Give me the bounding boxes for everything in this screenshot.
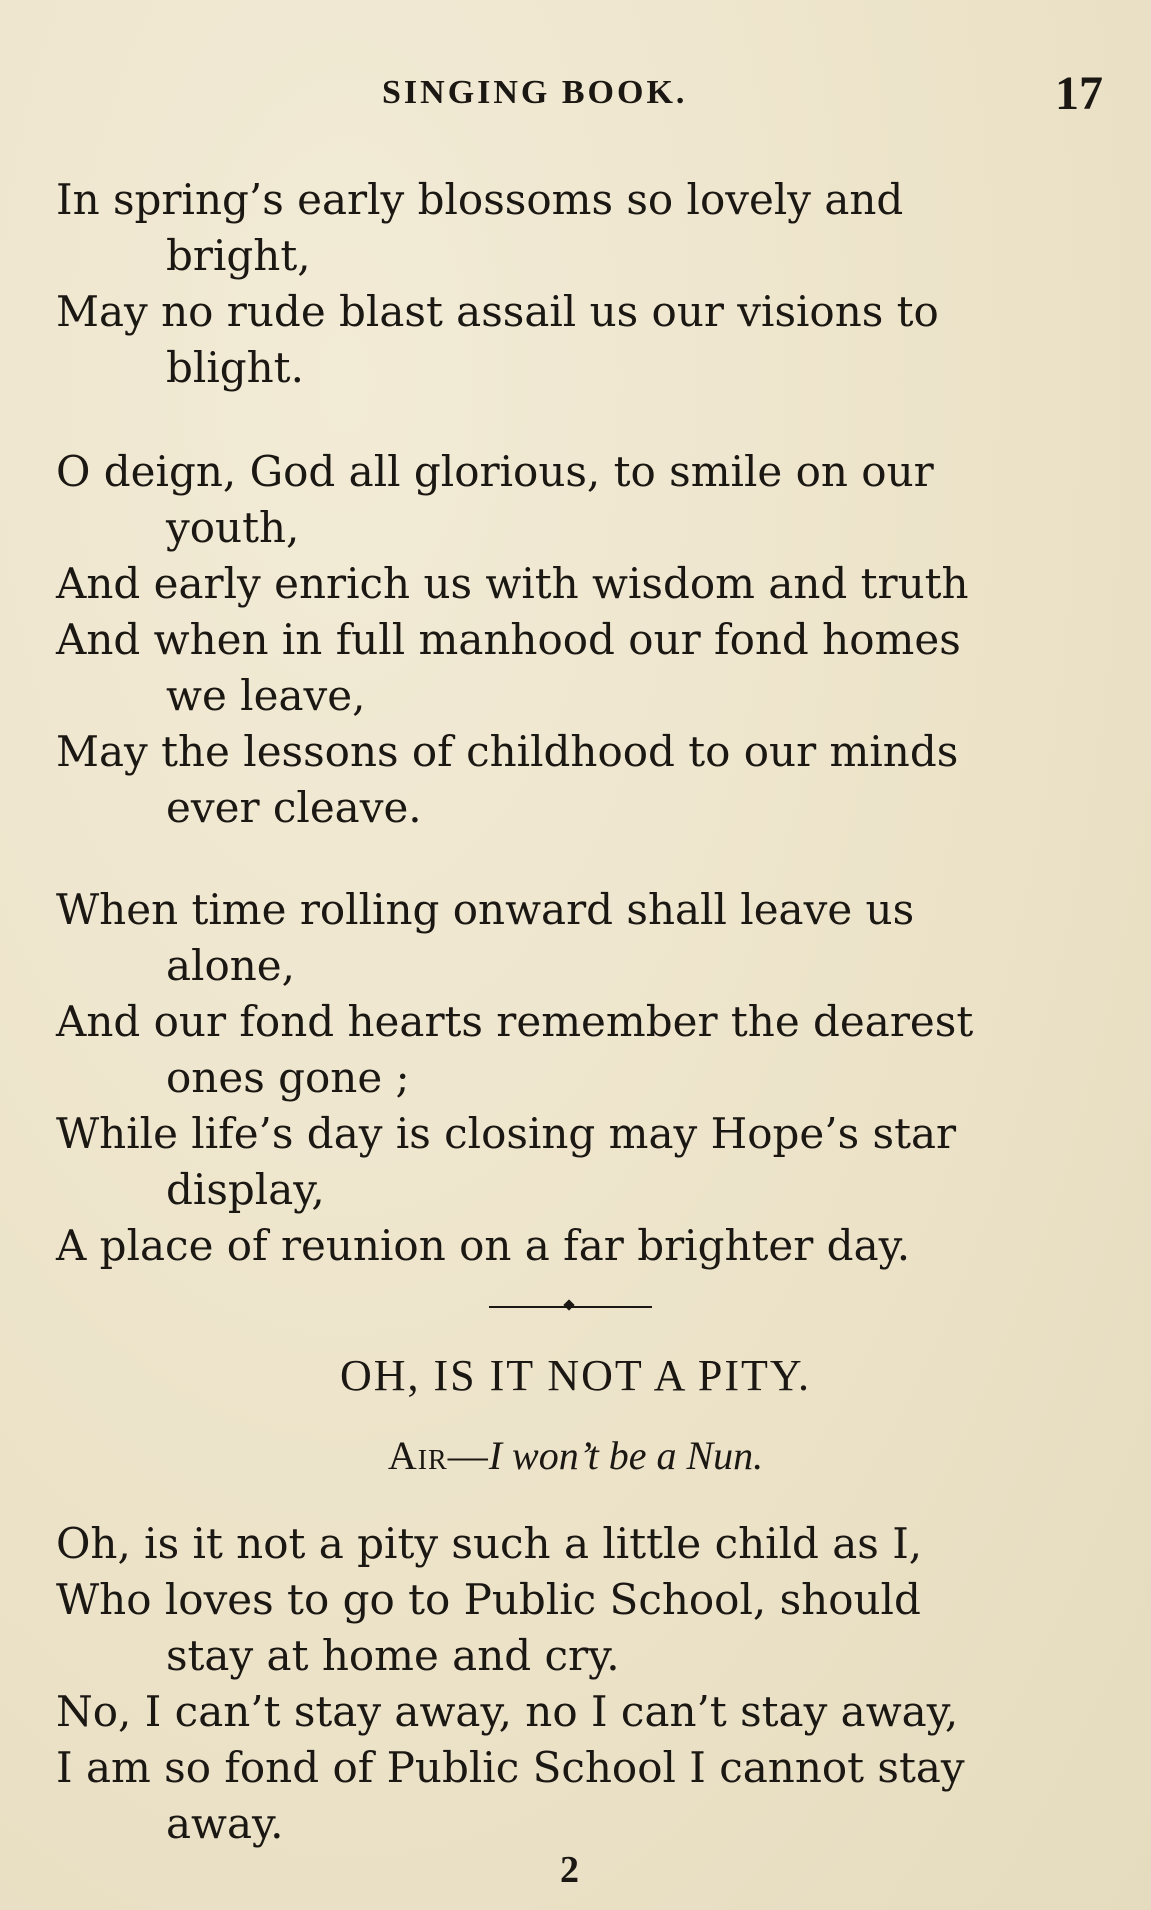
air-label: Air— bbox=[387, 1433, 489, 1478]
verse-line bbox=[56, 994, 1116, 1106]
verse-line bbox=[56, 882, 1116, 994]
verse-line-continuation: blight. bbox=[166, 343, 304, 392]
verse-line-text: And early enrich us with wisdom and truth bbox=[56, 559, 969, 608]
verse-line-text: A place of reunion on a far brighter day. bbox=[56, 1221, 911, 1270]
verse-line-continuation: away. bbox=[166, 1799, 284, 1848]
verse-line-text: I am so fond of Public School I cannot stay bbox=[56, 1743, 965, 1792]
verse-line-text: And our fond hearts remember the dearest bbox=[56, 997, 974, 1046]
verse-line-continuation: we leave, bbox=[166, 671, 366, 720]
verse-line-text: While life’s day is closing may Hope’s star bbox=[56, 1109, 957, 1158]
verse-line-text: May no rude blast assail us our visions to bbox=[56, 287, 939, 336]
verse-line bbox=[56, 612, 1116, 724]
verse-line-text: And when in full manhood our fond homes bbox=[56, 615, 961, 664]
verse-line-text: No, I can’t stay away, no I can’t stay away, bbox=[56, 1687, 959, 1736]
verse-line bbox=[56, 724, 1116, 836]
verse-line bbox=[56, 1218, 1116, 1274]
song-title: OH, IS IT NOT A PITY. bbox=[339, 1351, 812, 1400]
air-line bbox=[0, 1432, 1151, 1479]
stanza-3 bbox=[56, 882, 1116, 1274]
verse-line-continuation: display, bbox=[166, 1165, 325, 1214]
verse-line bbox=[56, 172, 1116, 284]
running-title: SINGING BOOK. bbox=[382, 74, 688, 111]
verse-line-text: O deign, God all glorious, to smile on our bbox=[56, 447, 934, 496]
section-divider bbox=[489, 1304, 652, 1308]
verse-line bbox=[56, 1106, 1116, 1218]
verse-line bbox=[56, 284, 1116, 396]
verse-line-continuation: bright, bbox=[166, 231, 311, 280]
air-tune: I won’t be a Nun. bbox=[488, 1433, 764, 1478]
stanza-2 bbox=[56, 444, 1116, 836]
verse-line-text: Oh, is it not a pity such a little child as I, bbox=[56, 1519, 923, 1568]
verse-line-text: May the lessons of childhood to our minds bbox=[56, 727, 959, 776]
verse-line-text: In spring’s early blossoms so lovely and bbox=[56, 175, 904, 224]
verse-line-continuation: ones gone ; bbox=[166, 1053, 410, 1102]
verse-line-continuation: youth, bbox=[166, 503, 300, 552]
verse-line bbox=[56, 1572, 1116, 1684]
verse-line bbox=[56, 556, 1116, 612]
running-header bbox=[0, 68, 1151, 118]
verse-line-text: When time rolling onward shall leave us bbox=[56, 885, 915, 934]
verse-line-continuation: ever cleave. bbox=[166, 783, 422, 832]
verse-line-continuation: alone, bbox=[166, 941, 296, 990]
song-verse bbox=[56, 1516, 1116, 1852]
verse-line bbox=[56, 444, 1116, 556]
verse-line bbox=[56, 1740, 1116, 1852]
stanza-1 bbox=[56, 172, 1116, 396]
page-number: 17 bbox=[1055, 67, 1103, 120]
verse-line bbox=[56, 1684, 1116, 1740]
signature-mark: 2 bbox=[560, 1849, 579, 1891]
verse-line-text: Who loves to go to Public School, should bbox=[56, 1575, 921, 1624]
verse-line-continuation: stay at home and cry. bbox=[166, 1631, 620, 1680]
diamond-ornament-icon bbox=[563, 1299, 574, 1310]
verse-line bbox=[56, 1516, 1116, 1572]
